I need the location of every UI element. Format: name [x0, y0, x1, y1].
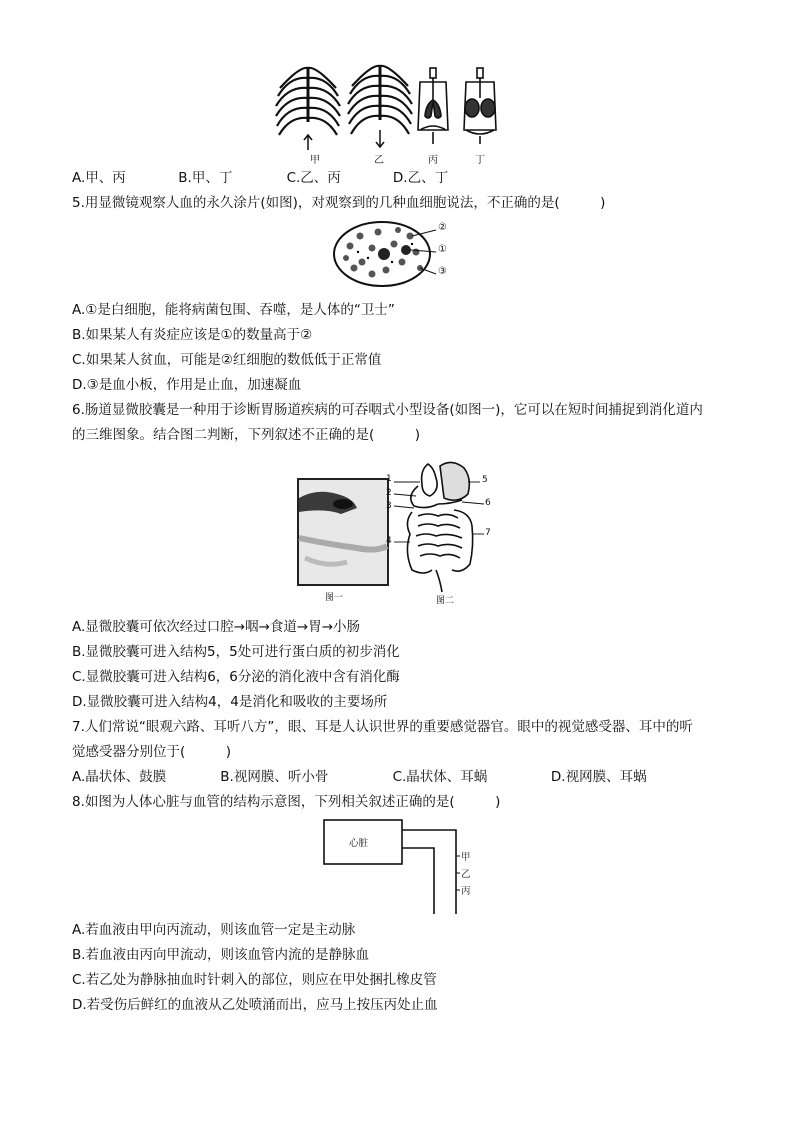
belljar-ding	[464, 68, 496, 144]
q5-option-a[interactable]: A.①是白细胞，能将病菌包围、吞噬，是人体的“卫士”	[72, 302, 395, 318]
q5-option-d[interactable]: D.③是血小板，作用是止血，加速凝血	[72, 377, 302, 393]
q8-stem: 8.如图为人体心脏与血管的结构示意图，下列相关叙述正确的是( )	[72, 794, 501, 810]
q5-option-c[interactable]: C.如果某人贫血，可能是②红细胞的数低低于正常值	[72, 352, 382, 368]
digestive-label-3: 3	[386, 501, 392, 511]
q4-options	[72, 168, 448, 188]
digestive-system-figure	[386, 460, 492, 606]
q4-option-a[interactable]: A.甲、丙	[72, 170, 126, 186]
digestive-label-6: 6	[485, 498, 491, 508]
label-bing: 丙	[428, 155, 438, 166]
q6-option-b[interactable]: B.显微胶囊可进入结构5，5处可进行蛋白质的初步消化	[72, 644, 400, 660]
capsule-photo	[297, 478, 389, 603]
q4-option-b[interactable]: B.甲、丁	[178, 170, 233, 186]
label-jia: 甲	[310, 155, 320, 166]
digestive-label-2: 2	[386, 488, 392, 498]
heart-vessel-figure	[322, 818, 482, 916]
digestive-label-4: 4	[386, 536, 392, 546]
q7-option-a[interactable]: A.晶状体、鼓膜	[72, 769, 167, 785]
q6-option-a[interactable]: A.显微胶囊可依次经过口腔→咽→食道→胃→小肠	[72, 619, 361, 635]
heart-box-label: 心脏	[349, 838, 369, 849]
q8-option-d[interactable]: D.若受伤后鲜红的血液从乙处喷涌而出，应马上按压丙处止血	[72, 997, 438, 1013]
smear-label-1: ①	[438, 244, 447, 255]
q6-option-c[interactable]: C.显微胶囊可进入结构6，6分泌的消化液中含有消化酶	[72, 669, 400, 685]
q6-option-d[interactable]: D.显微胶囊可进入结构4，4是消化和吸收的主要场所	[72, 694, 388, 710]
digestive-label-7: 7	[485, 528, 491, 538]
caption-fig1: 图一	[325, 593, 344, 603]
q7-option-b[interactable]: B.视网膜、听小骨	[220, 769, 329, 785]
blood-smear-figure	[332, 218, 462, 290]
digestive-label-1: 1	[386, 474, 392, 484]
q7-option-c[interactable]: C.晶状体、耳蜗	[392, 769, 488, 785]
belljar-bing	[418, 68, 448, 144]
q7-option-d[interactable]: D.视网膜、耳蜗	[550, 769, 647, 785]
q7-stem-line2: 觉感受器分别位于( )	[72, 744, 232, 760]
q6-stem-line2: 的三维图象。结合图二判断，下列叙述不正确的是( )	[72, 427, 421, 443]
q8-option-b[interactable]: B.若血液由丙向甲流动，则该血管内流的是静脉血	[72, 947, 370, 963]
ribcage-jia	[276, 68, 340, 150]
digestive-label-5: 5	[482, 475, 488, 485]
q5-stem: 5.用显微镜观察人血的永久涂片(如图)，对观察到的几种血细胞说法，不正确的是( )	[72, 195, 606, 211]
caption-fig2: 图二	[436, 596, 455, 606]
q4-option-c[interactable]: C.乙、丙	[286, 170, 341, 186]
q7-options	[72, 767, 647, 787]
q5-option-b[interactable]: B.如果某人有炎症应该是①的数量高于②	[72, 327, 313, 343]
vessel-label-yi: 乙	[461, 869, 471, 880]
label-ding: 丁	[475, 155, 485, 166]
q7-stem-line1: 7.人们常说“眼观六路、耳听八方”，眼、耳是人认识世界的重要感觉器官。眼中的视觉感受器、耳中的听	[72, 719, 693, 735]
label-yi: 乙	[374, 155, 384, 166]
smear-label-3: ③	[438, 266, 447, 277]
smear-label-2: ②	[438, 222, 447, 233]
vessel-label-bing: 丙	[461, 886, 471, 897]
ribcage-yi	[348, 66, 412, 147]
vessel-label-jia: 甲	[461, 852, 471, 863]
q8-option-a[interactable]: A.若血液由甲向丙流动，则该血管一定是主动脉	[72, 922, 356, 938]
q6-stem-line1: 6.肠道显微胶囊是一种用于诊断胃肠道疾病的可吞咽式小型设备(如图一)，它可以在短时间捕捉到消化道内	[72, 402, 703, 418]
q4-option-d[interactable]: D.乙、丁	[392, 170, 449, 186]
breathing-figure	[270, 58, 520, 168]
q8-option-c[interactable]: C.若乙处为静脉抽血时针刺入的部位，则应在甲处捆扎橡皮管	[72, 972, 437, 988]
